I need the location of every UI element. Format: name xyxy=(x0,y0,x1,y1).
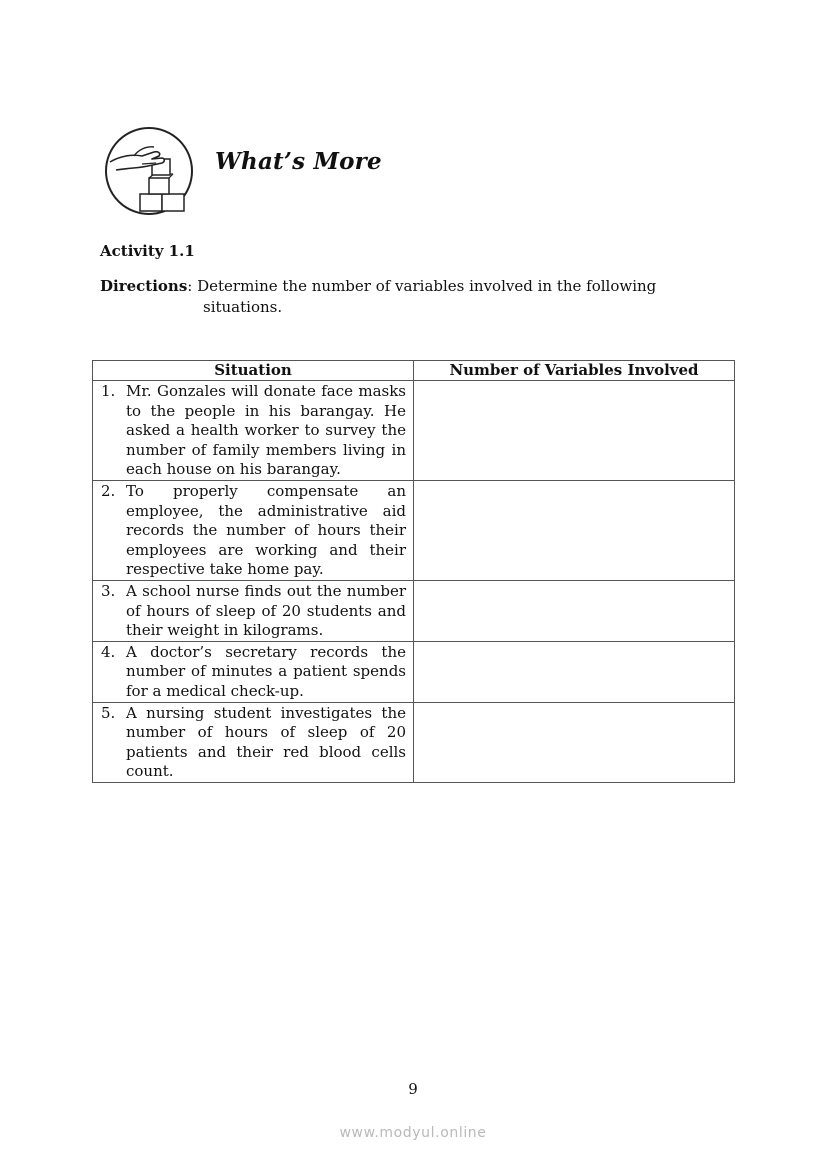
table-row xyxy=(93,480,735,580)
directions-text-continued: situations. xyxy=(203,298,283,316)
situation-text: To properly compensate an employee, the administrative aid records the number of hours their employees are working and their respective take home pay. xyxy=(126,481,406,579)
answer-cell[interactable] xyxy=(414,381,735,481)
directions-text: : Determine the number of variables involved in the following xyxy=(187,277,657,295)
header-number-of-variables: Number of Variables Involved xyxy=(414,361,735,381)
table-row xyxy=(93,381,735,481)
situation-cell xyxy=(93,381,414,481)
situation-cell xyxy=(93,580,414,641)
answer-cell[interactable] xyxy=(414,480,735,580)
answer-cell[interactable] xyxy=(414,641,735,702)
situation-text: A nursing student investigates the number of hours of sleep of 20 patients and their red blood cells count. xyxy=(126,703,406,781)
situation-text: A school nurse finds out the number of hours of sleep of 20 students and their weight in kilograms. xyxy=(126,581,406,640)
item-number: 4. xyxy=(101,642,116,661)
section-title: What’s More xyxy=(215,148,382,175)
page-number: 9 xyxy=(408,1080,418,1098)
item-number: 2. xyxy=(101,481,116,500)
activity-label: Activity 1.1 xyxy=(100,242,195,260)
variables-table xyxy=(92,360,735,783)
situation-cell xyxy=(93,702,414,782)
table-header-row xyxy=(93,361,735,381)
watermark: www.modyul.online xyxy=(339,1125,487,1141)
situation-text: A doctor’s secretary records the number of minutes a patient spends for a medical check-up. xyxy=(126,642,406,700)
header-situation: Situation xyxy=(93,361,414,381)
answer-cell[interactable] xyxy=(414,702,735,782)
table-row xyxy=(93,641,735,702)
item-number: 3. xyxy=(101,581,116,600)
table-row xyxy=(93,702,735,782)
situation-cell xyxy=(93,480,414,580)
directions-label: Directions xyxy=(100,277,188,295)
hand-stacking-blocks-icon xyxy=(104,126,194,216)
table-row xyxy=(93,580,735,641)
directions xyxy=(100,276,700,318)
situation-cell xyxy=(93,641,414,702)
answer-cell[interactable] xyxy=(414,580,735,641)
situation-text: Mr. Gonzales will donate face masks to the people in his barangay. He asked a health worker to survey the number of family members living in each house on his barangay. xyxy=(126,382,406,479)
item-number: 1. xyxy=(101,382,116,400)
item-number: 5. xyxy=(101,703,116,722)
